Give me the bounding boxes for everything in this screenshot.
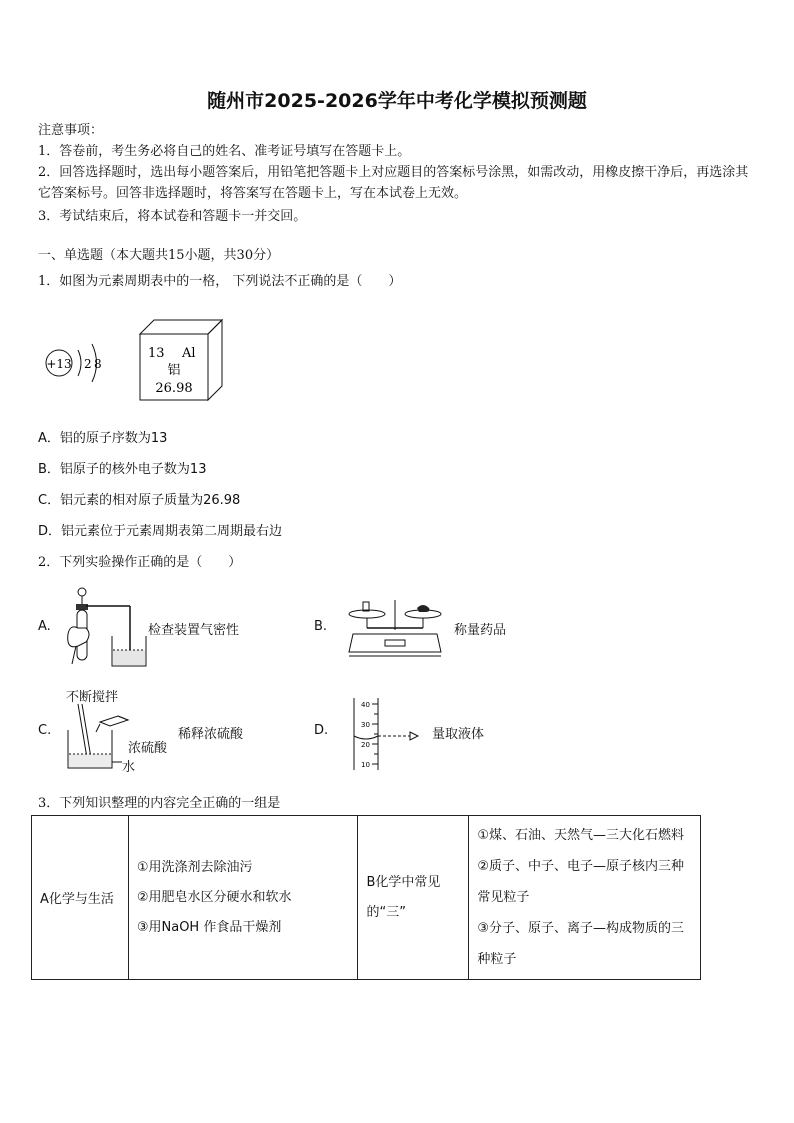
periodic-table-cell — [136, 316, 226, 404]
question-2-option-a-caption: 检查装置气密性 — [148, 623, 240, 638]
list-item: ①用洗涤剂去除油污 — [136, 859, 253, 875]
shell-1-electrons: 2 — [84, 357, 92, 371]
notice-block — [38, 120, 760, 227]
question-2-option-d-label: D. — [314, 723, 329, 738]
question-2-option-d-caption: 量取液体 — [432, 727, 485, 742]
water-note: 水 — [122, 760, 136, 775]
question-3-stem: 3．下列知识整理的内容完全正确的一组是 — [38, 796, 281, 811]
question-2-option-a-label: A. — [38, 619, 51, 634]
question-2-option-c-caption: 稀释浓硫酸 — [178, 727, 244, 742]
question-2-option-b-label: B. — [314, 619, 328, 634]
airtightness-check-figure — [62, 584, 148, 672]
tick-20: 20 — [361, 741, 370, 749]
acid-note: 浓硫酸 — [128, 741, 168, 756]
shell-2-electrons: 8 — [94, 357, 102, 371]
table-row — [32, 816, 701, 980]
group-b-items — [469, 816, 701, 980]
question-2-option-c-label: C. — [38, 723, 52, 738]
list-item: ③用NaOH 作食品干燥剂 — [136, 919, 282, 935]
question-1-option-d: D．铝元素位于元素周期表第二周期最右边 — [38, 524, 283, 539]
tick-30: 30 — [361, 721, 370, 729]
list-item: ③分子、原子、离子—构成物质的三种粒子 — [477, 921, 685, 967]
section-heading: 一、单选题（本大题共15小题，共30分） — [38, 248, 280, 263]
notice-item: 1．答卷前，考生务必将自己的姓名、准考证号填写在答题卡上。 — [38, 144, 411, 159]
list-item: ①煤、石油、天然气—三大化石燃料 — [477, 828, 685, 843]
knowledge-table — [31, 815, 701, 980]
notice-item: 2．回答选择题时，选出每小题答案后，用铅笔把答题卡上对应题目的答案标号涂黑，如需改动，用橡皮擦干净后，再选涂其它答案标号。回答非选择题时，将答案写在答题卡上，写在本试卷上无效。 — [38, 165, 749, 201]
notice-item: 3．考试结束后，将本试卷和答题卡一并交回。 — [38, 209, 307, 224]
group-a-items — [128, 816, 358, 980]
atom-structure-diagram — [44, 338, 114, 388]
question-2-option-b-caption: 称量药品 — [454, 623, 507, 638]
atomic-number: 13 — [148, 346, 165, 361]
question-1-option-b: B．铝原子的核外电子数为13 — [38, 462, 207, 477]
nucleus-charge: +13 — [46, 357, 72, 371]
group-a-title: A化学与生活 — [32, 816, 129, 980]
question-1-option-c: C．铝元素的相对原子质量为26.98 — [38, 493, 241, 508]
list-item: ②用肥皂水区分硬水和软水 — [136, 889, 292, 905]
group-b-title: B化学中常见的“三” — [358, 816, 469, 980]
list-item: ②质子、中子、电子—原子核内三种常见粒子 — [477, 859, 685, 905]
notice-heading: 注意事项： — [38, 123, 104, 138]
page-title: 随州市2025-2026学年中考化学模拟预测题 — [207, 90, 587, 112]
stir-note: 不断搅拌 — [66, 690, 119, 705]
cylinder-figure — [352, 696, 432, 774]
element-name: 铝 — [167, 363, 181, 378]
tick-10: 10 — [361, 761, 370, 769]
atomic-mass: 26.98 — [155, 381, 193, 396]
question-1-option-a: A．铝的原子序数为13 — [38, 431, 168, 446]
element-symbol: Al — [182, 346, 196, 361]
tick-40: 40 — [361, 701, 370, 709]
balance-figure — [345, 596, 445, 662]
question-1-stem: 1．如图为元素周期表中的一格， 下列说法不正确的是（ ） — [38, 274, 402, 289]
question-2-stem: 2．下列实验操作正确的是（ ） — [38, 555, 242, 570]
